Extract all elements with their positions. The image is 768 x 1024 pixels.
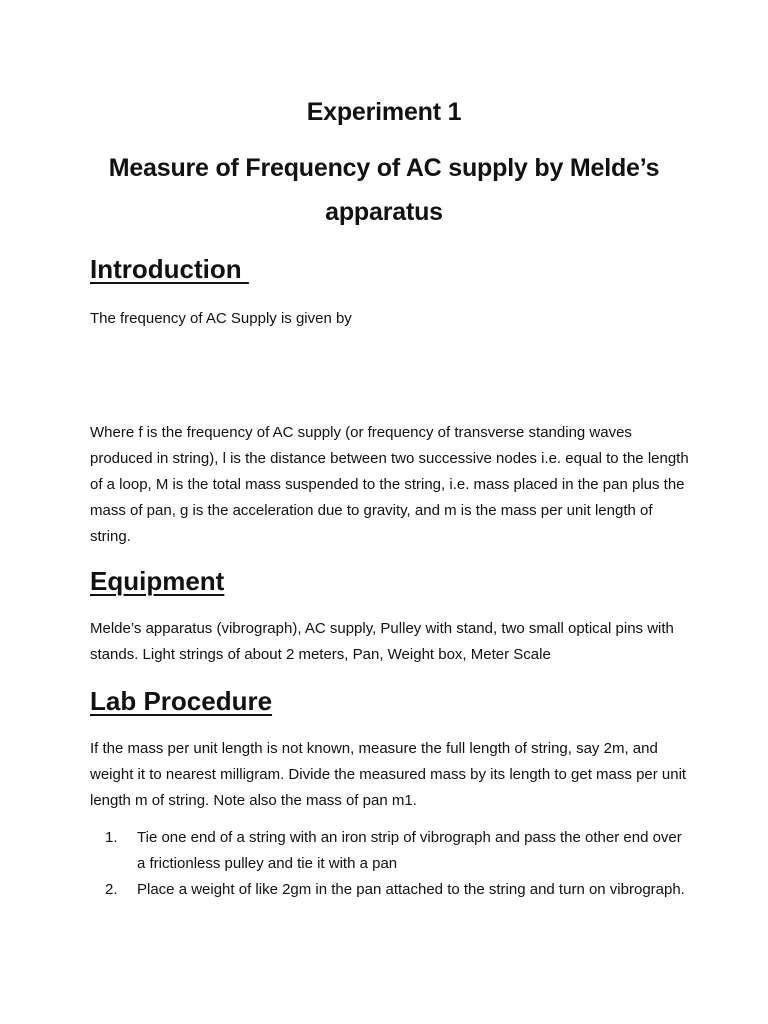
introduction-lead: The frequency of AC Supply is given by bbox=[90, 310, 352, 327]
lab-procedure-heading: Lab Procedure bbox=[90, 686, 273, 716]
introduction-description: Where f is the frequency of AC supply (or frequency of transverse standing waves produced in string), l is the distance between two successive nodes i.e. equal to the length of a loop, M is the total mass suspended to the string, i.e. mass placed in the pan plus the mass of pan, g is the acceleration due to gravity, and m is the mass per unit length of string. bbox=[90, 424, 689, 545]
step-text: Tie one end of a string with an iron strip of vibrograph and pass the other end over a frictionless pulley and tie it with a pan bbox=[137, 829, 682, 872]
step-text: Place a weight of like 2gm in the pan attached to the string and turn on vibrograph. bbox=[137, 881, 685, 898]
procedure-steps bbox=[90, 825, 690, 903]
experiment-title: Experiment 1 bbox=[306, 98, 462, 126]
step-number: 1. bbox=[105, 829, 118, 846]
introduction-heading: Introduction bbox=[90, 254, 249, 284]
procedure-intro: If the mass per unit length is not known, measure the full length of string, say 2m, and weight it to nearest milligram. Divide the measured mass by its length to get mass per unit length m of string. Note also the mass of pan m1. bbox=[90, 740, 687, 809]
main-title-line-2: apparatus bbox=[325, 198, 443, 226]
procedure-step bbox=[90, 825, 690, 877]
equipment-heading: Equipment bbox=[90, 566, 225, 596]
main-title-line-1: Measure of Frequency of AC supply by Melde’s bbox=[108, 154, 660, 182]
step-number: 2. bbox=[105, 881, 118, 898]
equipment-text: Melde’s apparatus (vibrograph), AC supply, Pulley with stand, two small optical pins with stands. Light strings of about 2 meters, Pan, Weight box, Meter Scale bbox=[90, 620, 674, 663]
procedure-step bbox=[90, 877, 690, 903]
